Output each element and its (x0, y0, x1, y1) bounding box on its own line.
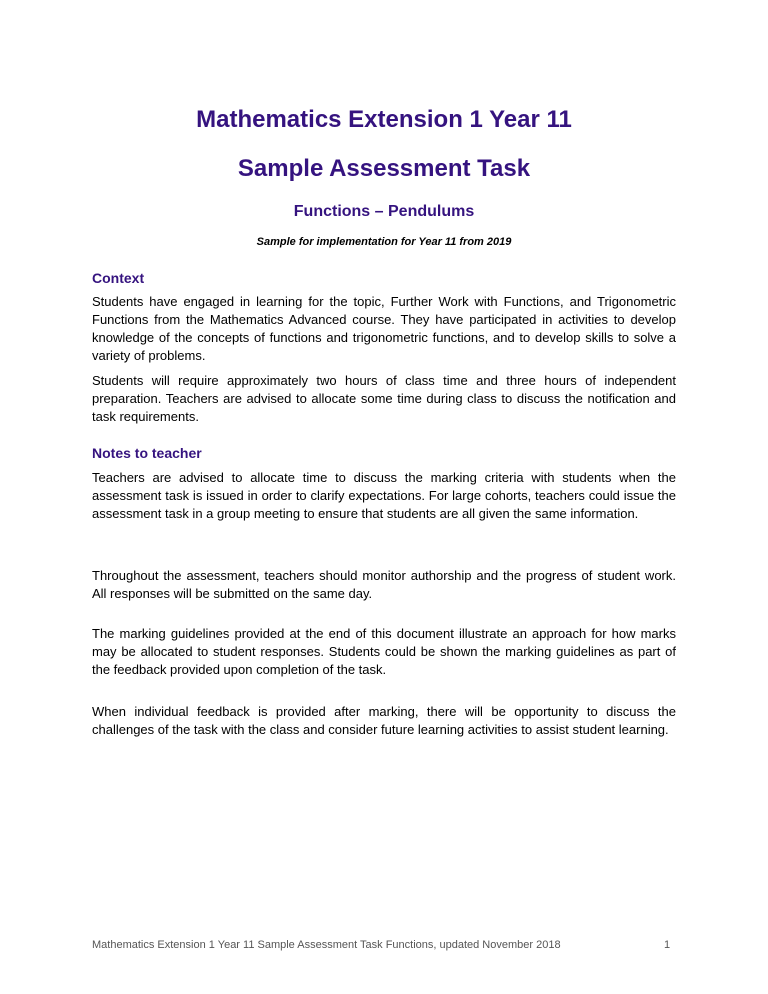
notes-paragraph-2: Throughout the assessment, teachers should monitor authorship and the progress of student work. All responses will be submitted on the same day. (92, 568, 676, 601)
document-title: Mathematics Extension 1 Year 11 (196, 106, 572, 133)
context-paragraph-1: Students have engaged in learning for the topic, Further Work with Functions, and Trigonometric Functions from the Mathematics Advanced course. They have participated in activities to develop knowledge of the concepts of functions and trigonometric functions, and to develop skills to solve a variety of problems. (92, 294, 676, 363)
notes-to-teacher-heading: Notes to teacher (92, 445, 202, 461)
page-number: 1 (664, 939, 671, 951)
document-subtitle-title: Sample Assessment Task (237, 155, 531, 182)
notes-paragraph-3: The marking guidelines provided at the end of this document illustrate an approach for how marks may be allocated to student responses. Students could be shown the marking guidelines as part of the feedback provided upon completion of the task. (92, 626, 676, 677)
notes-paragraph-4: When individual feedback is provided after marking, there will be opportunity to discuss the challenges of the task with the class and consider future learning activities to assist student learning. (92, 704, 676, 737)
topic-subtitle: Functions – Pendulums (293, 203, 475, 220)
context-paragraph-2: Students will require approximately two hours of class time and three hours of independent preparation. Teachers are advised to allocate some time during class to discuss the notification and task requirements. (92, 373, 676, 424)
footer-text: Mathematics Extension 1 Year 11 Sample Assessment Task Functions, updated November 2018 (92, 939, 561, 951)
context-heading: Context (92, 270, 145, 286)
notes-paragraph-1: Teachers are advised to allocate time to discuss the marking criteria with students when the assessment task is issued in order to clarify expectations. For large cohorts, teachers could issue the assessment task in a group meeting to ensure that students are all given the same information. (92, 470, 676, 521)
implementation-note: Sample for implementation for Year 11 from 2019 (256, 236, 512, 248)
